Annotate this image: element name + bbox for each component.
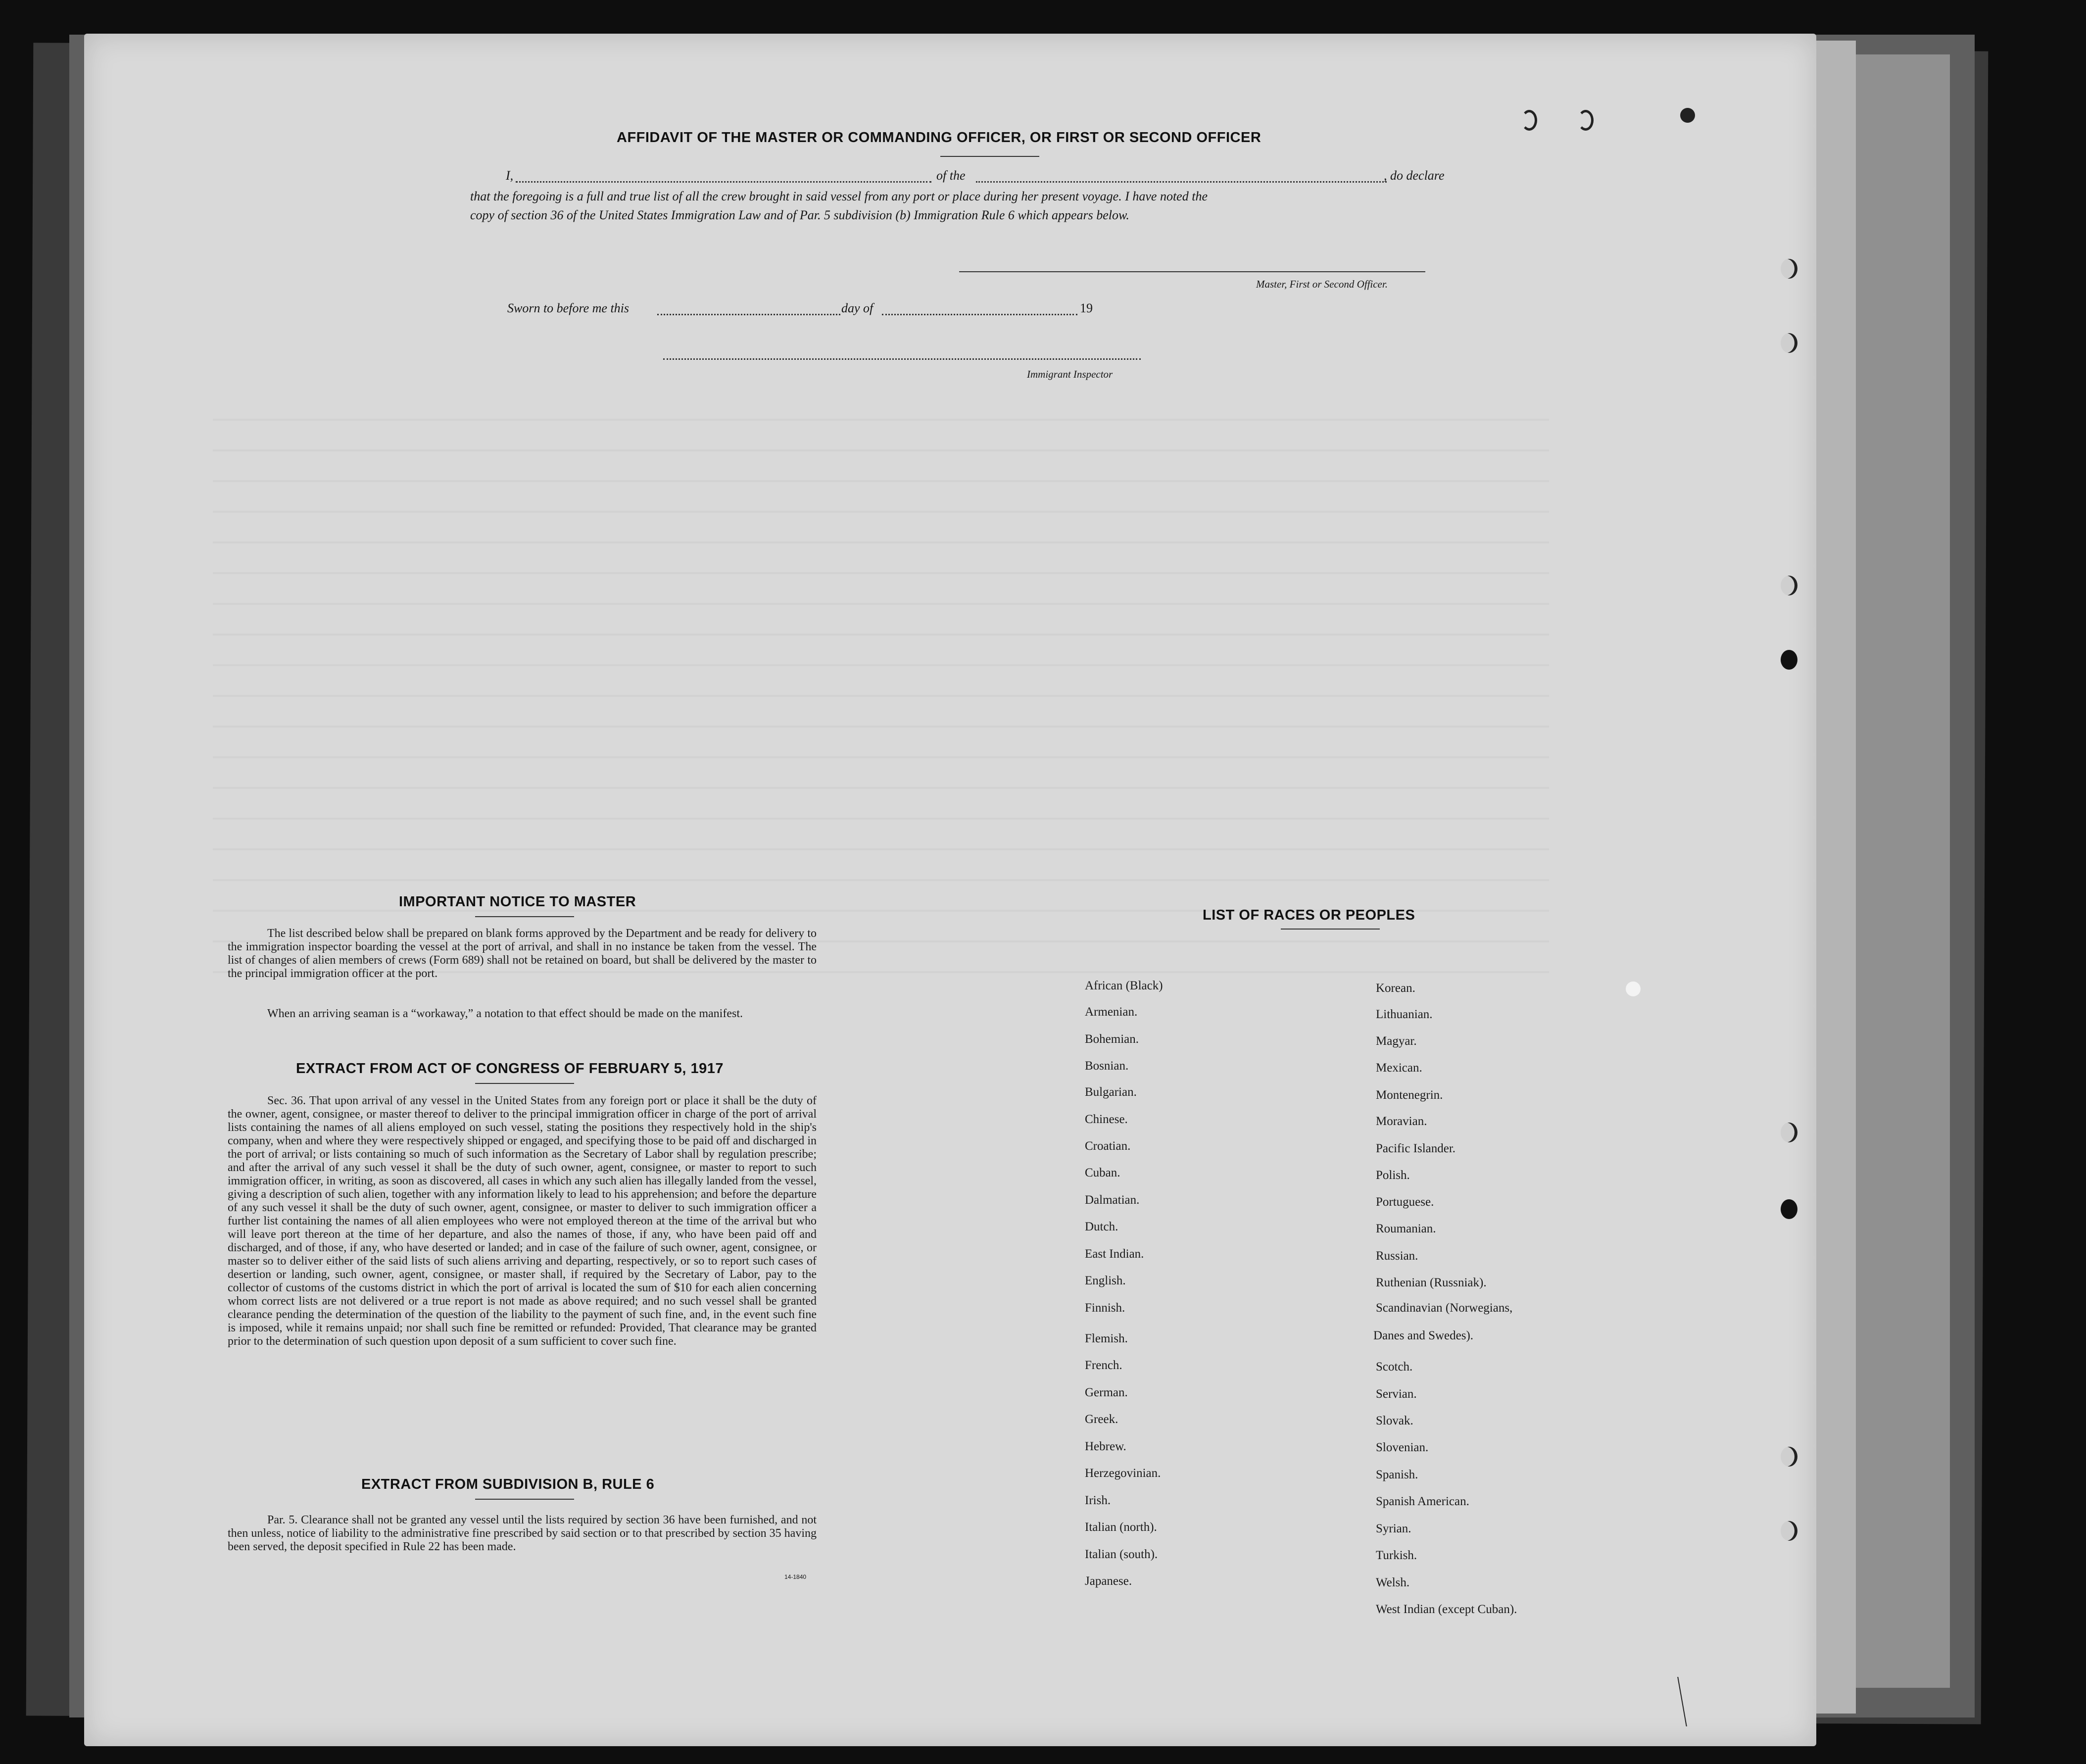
race-item: Montenegrin. [1376,1088,1443,1102]
day-of-label: day of [841,301,873,315]
form-number: 14-1840 [784,1573,807,1580]
inspector-label: Immigrant Inspector [1027,368,1113,380]
pencil-mark [1677,1677,1687,1726]
race-item: French. [1085,1359,1122,1372]
inspector-signature-line [663,358,1141,360]
race-item: Scandinavian (Norwegians, [1376,1301,1513,1315]
punch-hole [1781,1199,1797,1219]
master-signature-label: Master, First or Second Officer. [1256,278,1388,290]
race-item: Dalmatian. [1085,1193,1140,1207]
race-item: Pacific Islander. [1376,1142,1456,1155]
race-item: Japanese. [1085,1574,1132,1588]
race-item: Korean. [1376,981,1415,995]
extract-rule-text: Par. 5. Clearance shall not be granted any vessel until the lists required by section 36 have been furnished, and not then unless, notice of liability to the administrative fine prescribed by said section or to that prescribed by section 35 having been served, the deposit specified in Rule 22 has been made. [228,1514,817,1553]
race-item: Danes and Swedes). [1373,1329,1474,1342]
race-item: Armenian. [1085,1005,1138,1019]
race-item: Lithuanian. [1376,1008,1433,1021]
race-item: Bosnian. [1085,1059,1129,1073]
punch-hole [1781,259,1797,279]
race-item: Magyar. [1376,1034,1417,1048]
divider [475,916,574,917]
race-item: Croatian. [1085,1139,1131,1153]
race-item: Scotch. [1376,1360,1413,1373]
race-item: West Indian (except Cuban). [1376,1603,1517,1616]
punch-hole [1781,1521,1797,1541]
ink-mark [1578,110,1594,131]
race-item: Italian (south). [1085,1548,1158,1561]
affidavit-line-3: copy of section 36 of the United States Immigration Law and of Par. 5 subdivision (b) Immigration Rule 6 which appears below. [470,208,1129,222]
ink-mark [1521,110,1537,131]
affidavit-of-label: of the [936,168,966,183]
punch-hole [1626,981,1641,996]
race-item: Flemish. [1085,1332,1128,1345]
punch-hole [1781,650,1797,670]
race-item: Finnish. [1085,1301,1125,1315]
race-item: Herzegovinian. [1085,1467,1161,1480]
notice-paragraph-2: When an arriving seaman is a “workaway,” a notation to that effect should be made on the manifest. [267,1007,743,1020]
extract-rule-title: EXTRACT FROM SUBDIVISION B, RULE 6 [361,1476,655,1492]
race-item: East Indian. [1085,1247,1144,1261]
divider [475,1083,574,1084]
race-item: Greek. [1085,1413,1118,1426]
race-item: Italian (north). [1085,1520,1157,1534]
race-item: Spanish American. [1376,1495,1469,1508]
punch-hole [1781,1447,1797,1467]
race-item: Slovenian. [1376,1441,1429,1454]
race-item: Cuban. [1085,1166,1120,1179]
sworn-label: Sworn to before me this [507,301,630,315]
races-title: LIST OF RACES OR PEOPLES [1203,907,1415,923]
punch-hole [1781,1123,1797,1142]
race-item: Bohemian. [1085,1032,1139,1046]
document-page [84,34,1816,1746]
race-item: Turkish. [1376,1549,1417,1562]
name-blank [516,181,931,183]
ink-mark [1680,108,1695,123]
affidavit-line-2: that the foregoing is a full and true list of all the crew brought in said vessel from any port or place during her present voyage. I have noted the [470,189,1208,203]
race-item: Mexican. [1376,1061,1422,1075]
sworn-day-blank [657,314,840,315]
divider [475,1499,574,1500]
race-item: Bulgarian. [1085,1085,1137,1099]
affidavit-i-label: I, [506,168,514,183]
race-item: Servian. [1376,1387,1417,1401]
race-item: Dutch. [1085,1220,1118,1233]
race-item: Moravian. [1376,1115,1427,1128]
extract-act-text: Sec. 36. That upon arrival of any vessel in the United States from any foreign port or place it shall be the duty of the owner, agent, consignee, or master thereof to deliver to the principal immigration officer in charge of the port of arrival lists containing the names of all aliens employed on such vessel, stating the positions they respectively hold in the ship's company, when and where they were respectively shipped or engaged, and specifying those to be paid off and discharged in the port of arrival; or lists containing so much of such information as the Secretary of Labor shall by regulation prescribe; and after the arrival of any such vessel it shall be the duty of such owner, agent, consignee, or master to report to such immigration officer, in writing, as soon as discovered, all cases in which any such alien has illegally landed from the vessel, giving a description of such alien, together with any information likely to lead to his apprehension; and before the departure of any such vessel it shall be the duty of such owner, agent, consignee, or master to deliver to such immigration officer a further list containing the names of all alien employees who were not employed thereon at the time of the arrival but who will leave port thereon at the time of her departure, and also the names of those, if any, who have been paid off and discharged, and of those, if any, who have deserted or landed; and in case of the failure of such owner, agent, consignee, or master so to deliver either of the said lists of such aliens arriving and departing, respectively, or so to report such cases of desertion or landing, such owner, agent, consignee, or master shall, if required by the Secretary of Labor, pay to the collector of customs of the customs district in which the port of arrival is located the sum of $10 for each alien concerning whom correct lists are not delivered or a true report is not made as above required; and no such vessel shall be granted clearance pending the determination of the question of the liability to the payment of such fine, and, in the event such fine is imposed, while it remains unpaid; nor shall such fine be remitted or refunded: Provided, That clearance may be granted prior to the determination of such question upon deposit of a sum sufficient to cover such fine. [228,1094,817,1348]
race-item: Hebrew. [1085,1440,1126,1453]
race-item: Portuguese. [1376,1195,1434,1209]
race-item: Spanish. [1376,1468,1418,1481]
affidavit-declare-label: , do declare [1384,168,1445,183]
race-item: Ruthenian (Russniak). [1376,1276,1487,1289]
vessel-blank [976,181,1387,183]
race-item: German. [1085,1386,1128,1399]
master-signature-line [959,271,1425,272]
divider [940,156,1039,157]
punch-hole [1781,333,1797,353]
race-item: Chinese. [1085,1113,1128,1126]
affidavit-title: AFFIDAVIT OF THE MASTER OR COMMANDING OFFICER, OR FIRST OR SECOND OFFICER [617,130,1261,146]
notice-paragraph-1: The list described below shall be prepared on blank forms approved by the Department and be ready for delivery to the immigration inspector boarding the vessel at the port of arrival, and shall in no instance be taken from the vessel. The list of changes of alien members of crews (Form 689) shall not be retained on board, but shall be delivered by the master to the principal immigration officer at the port. [228,927,817,980]
extract-act-title: EXTRACT FROM ACT OF CONGRESS OF FEBRUARY 5, 1917 [296,1061,724,1077]
race-item: Irish. [1085,1494,1111,1507]
sworn-month-blank [882,314,1077,315]
race-item: Slovak. [1376,1414,1413,1427]
race-item: Syrian. [1376,1522,1411,1535]
race-item: Russian. [1376,1249,1418,1263]
notice-title: IMPORTANT NOTICE TO MASTER [399,894,636,910]
punch-hole [1781,576,1797,595]
race-item: Welsh. [1376,1576,1410,1589]
race-item: Polish. [1376,1169,1410,1182]
year-label: 19 [1080,301,1093,315]
race-item: Roumanian. [1376,1222,1436,1235]
divider [1281,929,1380,930]
race-item: African (Black) [1085,979,1163,992]
race-item: English. [1085,1274,1126,1287]
